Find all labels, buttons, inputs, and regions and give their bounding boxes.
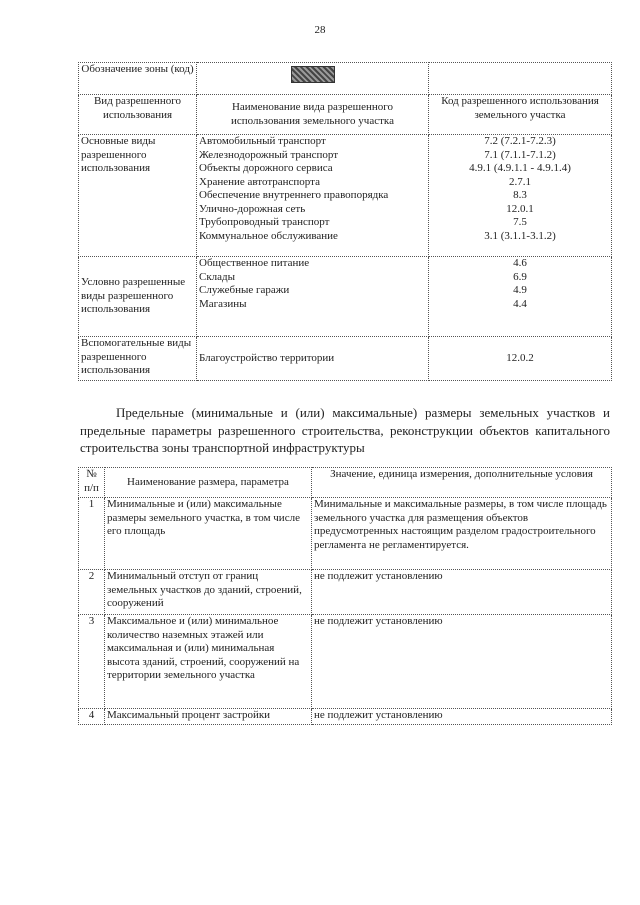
row-num: 2 bbox=[79, 570, 105, 615]
table-row bbox=[79, 498, 612, 570]
usage-name: Благоустройство территории bbox=[199, 351, 335, 364]
usage-code: 8.3 bbox=[513, 189, 527, 201]
usage-name: Обеспечение внутреннего правопорядка bbox=[199, 189, 389, 201]
usage-name: Общественное питание bbox=[199, 257, 310, 269]
zone-code-header: Обозначение зоны (код) bbox=[79, 63, 197, 95]
usage-name: Служебные гаражи bbox=[199, 284, 290, 296]
usage-code: 12.0.2 bbox=[506, 351, 534, 364]
usage-name: Железнодорожный транспорт bbox=[199, 148, 339, 161]
col-name-header: Наименование размера, параметра bbox=[105, 468, 312, 498]
row-value: Минимальные и максимальные размеры, в том числе площадь земельного участка для размещения объектов предусмотренных настоящим разделом градостроительного регламента не регламентируется. bbox=[312, 498, 612, 570]
table-row bbox=[79, 615, 612, 709]
usage-code: 4.6 bbox=[513, 257, 527, 269]
group-type-conditional: Условно разрешенные виды разрешенного использования bbox=[79, 257, 197, 337]
row-value: не подлежит установлению bbox=[312, 570, 612, 615]
usage-name: Объекты дорожного сервиса bbox=[199, 162, 333, 174]
col-value-header: Значение, единица измерения, дополнительные условия bbox=[312, 468, 612, 498]
row-name: Максимальный процент застройки bbox=[105, 709, 312, 725]
empty-cell bbox=[429, 63, 612, 95]
table-row bbox=[79, 570, 612, 615]
section-paragraph: Предельные (минимальные и (или) максимальные) размеры земельных участков и предельные параметры разрешенного строительства, реконструкции объектов капитального строительства зоны транспортной инфраструктуры bbox=[80, 405, 610, 455]
usage-name: Автомобильный транспорт bbox=[199, 135, 326, 147]
col-code-header: Код разрешенного использования земельного участка bbox=[429, 95, 612, 135]
group-codes-main bbox=[429, 135, 612, 257]
group-type-auxiliary: Вспомогательные виды разрешенного использования bbox=[79, 337, 197, 381]
usage-name: Коммунальное обслуживание bbox=[199, 229, 338, 242]
usage-code: 7.5 bbox=[513, 216, 527, 228]
row-value: не подлежит установлению bbox=[312, 709, 612, 725]
usage-code: 3.1 (3.1.1-3.1.2) bbox=[484, 229, 556, 242]
zone-code-swatch bbox=[291, 66, 335, 83]
usage-name: Улично-дорожная сеть bbox=[199, 202, 306, 215]
usage-code: 6.9 bbox=[513, 270, 527, 283]
usage-code: 7.2 (7.2.1-7.2.3) bbox=[484, 135, 556, 147]
group-names-auxiliary bbox=[197, 337, 429, 381]
usage-code: 4.9 bbox=[513, 284, 527, 296]
usage-name: Магазины bbox=[199, 297, 247, 310]
usage-name: Трубопроводный транспорт bbox=[199, 216, 330, 228]
row-num: 3 bbox=[79, 615, 105, 709]
group-names-main bbox=[197, 135, 429, 257]
row-name: Максимальное и (или) минимальное количество наземных этажей или максимальная и (или) минимальная высота зданий, строений, сооружений на территории земельного участка bbox=[105, 615, 312, 709]
usage-code: 2.7.1 bbox=[509, 175, 531, 188]
row-value: не подлежит установлению bbox=[312, 615, 612, 709]
usage-code: 4.9.1 (4.9.1.1 - 4.9.1.4) bbox=[469, 162, 571, 174]
parameters-table bbox=[78, 467, 612, 725]
usage-code: 4.4 bbox=[513, 297, 527, 310]
page-number: 28 bbox=[314, 24, 326, 36]
usage-code: 12.0.1 bbox=[506, 202, 534, 215]
usage-name: Хранение автотранспорта bbox=[199, 175, 320, 188]
row-num: 4 bbox=[79, 709, 105, 725]
usage-name: Склады bbox=[199, 270, 236, 283]
group-names-conditional bbox=[197, 257, 429, 337]
group-type-main: Основные виды разрешенного использования bbox=[79, 135, 197, 257]
group-codes-auxiliary bbox=[429, 337, 612, 381]
table-row bbox=[79, 709, 612, 725]
row-name: Минимальный отступ от границ земельных участков до зданий, строений, сооружений bbox=[105, 570, 312, 615]
row-name: Минимальные и (или) максимальные размеры земельного участка, в том числе его площадь bbox=[105, 498, 312, 570]
zone-code-cell bbox=[197, 63, 429, 95]
usage-code: 7.1 (7.1.1-7.1.2) bbox=[484, 148, 556, 161]
col-type-header: Вид разрешенного использования bbox=[79, 95, 197, 135]
zone-usage-table bbox=[78, 62, 612, 381]
row-num: 1 bbox=[79, 498, 105, 570]
col-num-header: № п/п bbox=[79, 468, 105, 498]
col-name-header: Наименование вида разрешенного использования земельного участка bbox=[197, 95, 429, 135]
group-codes-conditional bbox=[429, 257, 612, 337]
